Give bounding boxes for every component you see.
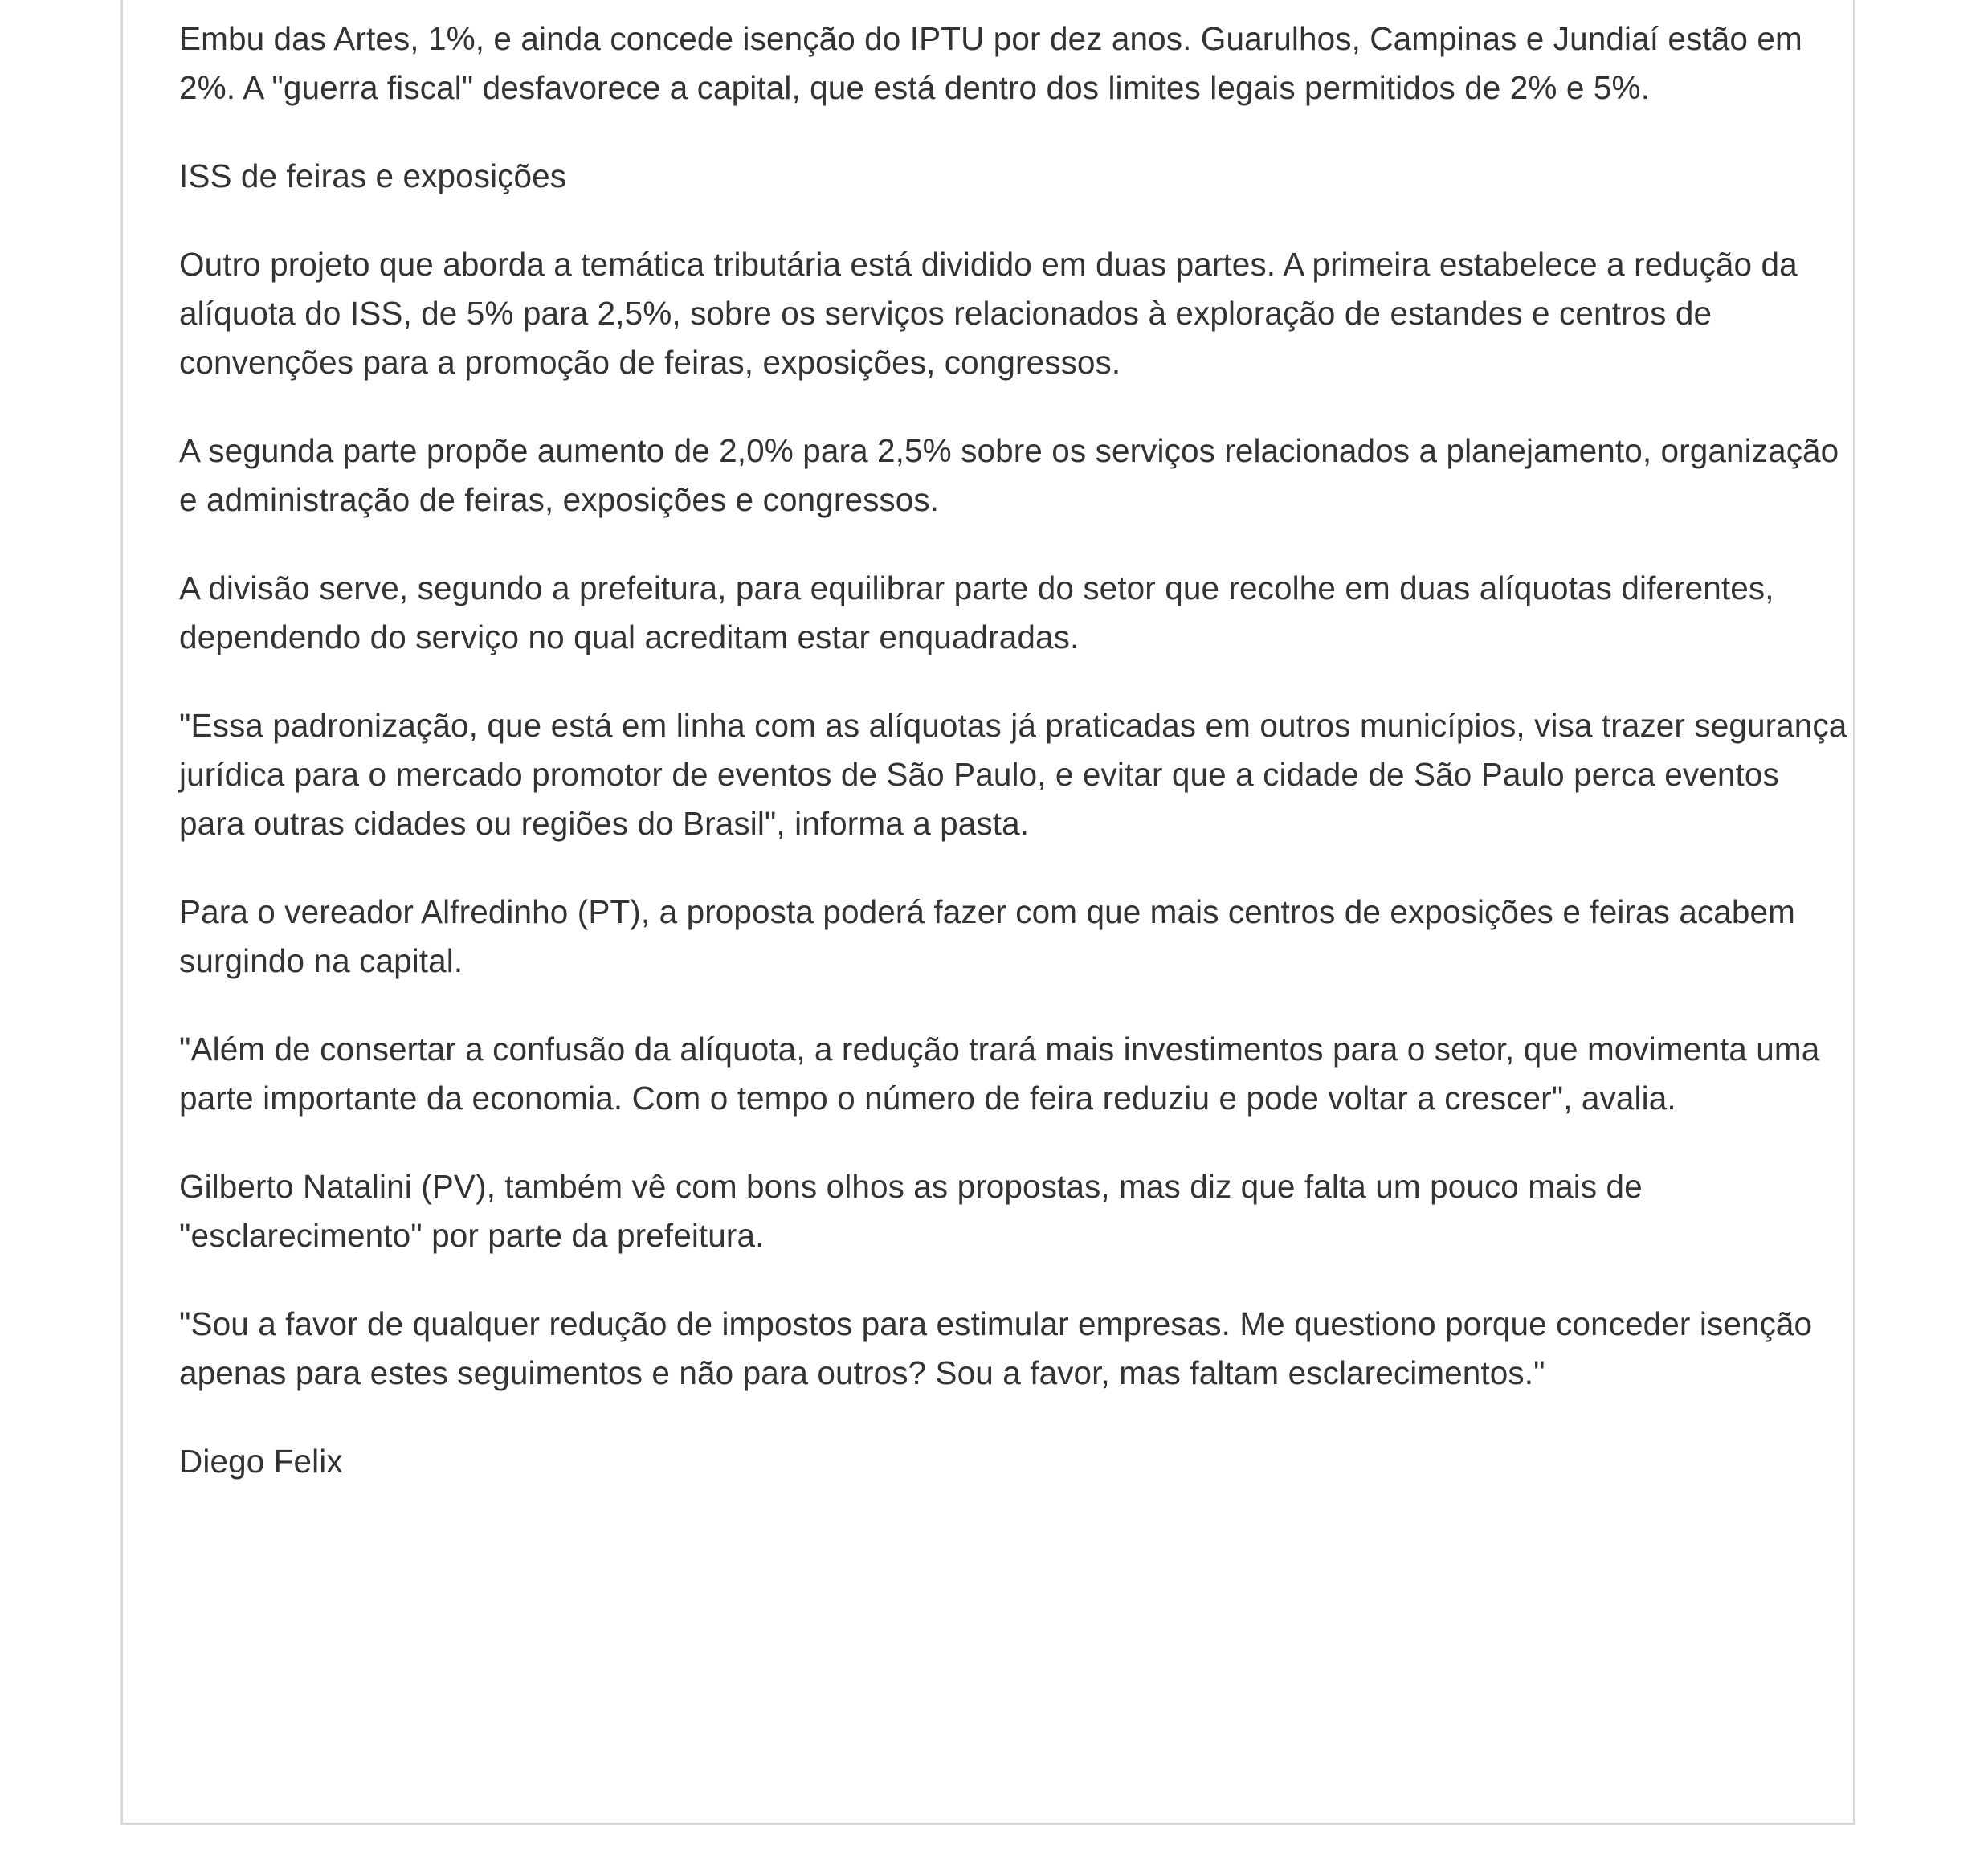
paragraph-quote-standardization: "Essa padronização, que está em linha com as alíquotas já praticadas em outros municípios, visa trazer segurança jurídica para o mercado promotor de eventos de São Paulo, e evitar que a cidade de São Paulo perca eventos para outras cidades ou regiões do Brasil", informa a pasta. [179,707,1847,842]
paragraph-quote-investments: "Além de consertar a confusão da alíquota, a redução trará mais investimentos para o setor, que movimenta uma parte importante da economia. Com o tempo o número de feira reduziu e pode voltar a crescer", avalia. [179,1031,1820,1117]
paragraph-division-reason: A divisão serve, segundo a prefeitura, para equilibrar parte do setor que recolhe em duas alíquotas diferentes, dependendo do serviço no qual acreditam estar enquadradas. [179,570,1774,655]
paragraph-quote-natalini: "Sou a favor de qualquer redução de impostos para estimular empresas. Me questiono porque conceder isenção apenas para estes seguimentos e não para outros? Sou a favor, mas faltam esclarecimentos." [179,1305,1813,1391]
section-subheading: ISS de feiras e exposições [179,157,567,194]
author-signature: Diego Felix [179,1443,343,1480]
paragraph-alfredinho: Para o vereador Alfredinho (PT), a proposta poderá fazer com que mais centros de exposições e feiras acabem surgindo na capital. [179,893,1796,979]
article-body [179,14,1850,1525]
paragraph-tax-rates: Embu das Artes, 1%, e ainda concede isenção do IPTU por dez anos. Guarulhos, Campinas e Jundiaí estão em 2%. A "guerra fiscal" desfavorece a capital, que está dentro dos limites legais permitidos de 2% e 5%. [179,20,1802,106]
paragraph-natalini: Gilberto Natalini (PV), também vê com bons olhos as propostas, mas diz que falta um pouco mais de "esclarecimento" por parte da prefeitura. [179,1168,1643,1254]
paragraph-second-part: A segunda parte propõe aumento de 2,0% para 2,5% sobre os serviços relacionados a planejamento, organização e administração de feiras, exposições e congressos. [179,432,1839,518]
paragraph-project-overview: Outro projeto que aborda a temática tributária está dividido em duas partes. A primeira estabelece a redução da alíquota do ISS, de 5% para 2,5%, sobre os serviços relacionados à exploração de estandes e centros de convenções para a promoção de feiras, exposições, congressos. [179,246,1798,381]
article-container [120,0,1855,1825]
